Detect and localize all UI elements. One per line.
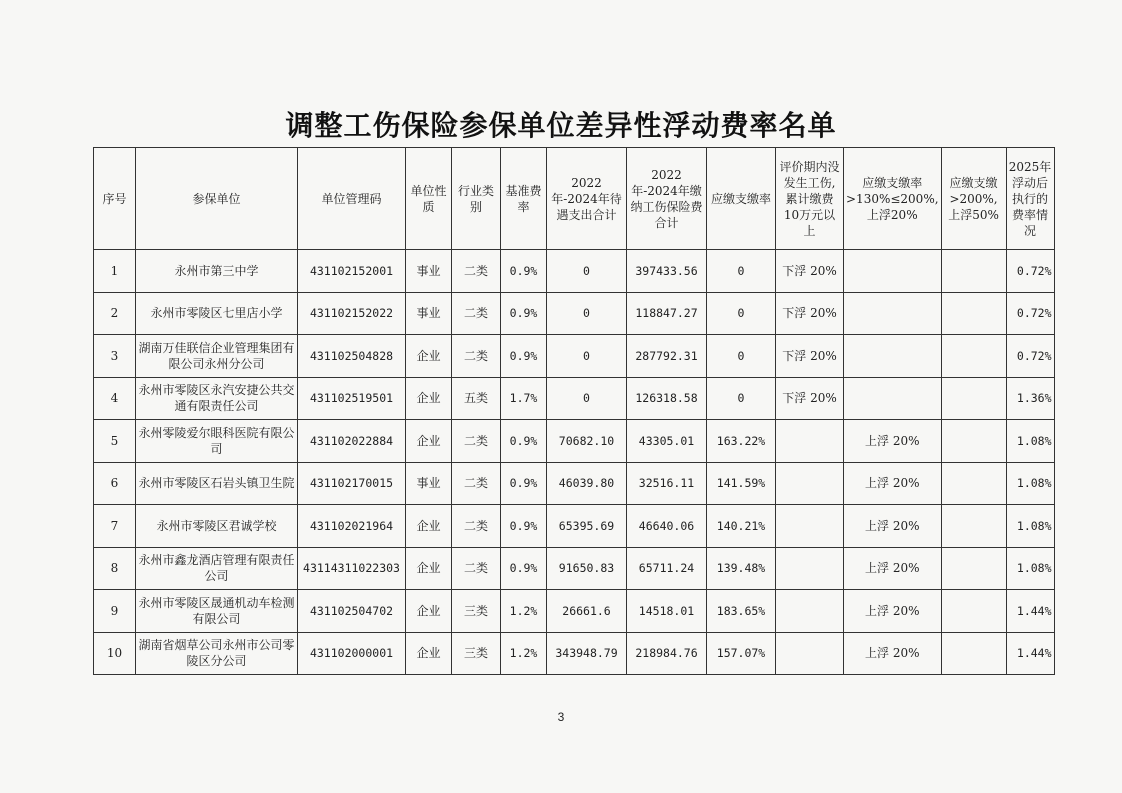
cell-down-adjust — [776, 632, 844, 675]
cell-up50 — [941, 377, 1006, 420]
cell-up20 — [844, 250, 942, 293]
cell-code: 431102152001 — [298, 250, 406, 293]
cell-down-adjust — [776, 462, 844, 505]
col-header-base-rate: 基准费率 — [501, 148, 547, 250]
cell-expenditure: 46039.80 — [547, 462, 627, 505]
cell-final-rate: 1.08% — [1006, 462, 1054, 505]
cell-up20 — [844, 377, 942, 420]
cell-payment: 218984.76 — [627, 632, 707, 675]
cell-index: 10 — [94, 632, 136, 675]
cell-down-adjust: 下浮 20% — [776, 335, 844, 378]
col-header-unit: 参保单位 — [136, 148, 298, 250]
col-header-up20: 应缴支缴率>130%≤200%,上浮20% — [844, 148, 942, 250]
cell-final-rate: 0.72% — [1006, 250, 1054, 293]
cell-down-adjust: 下浮 20% — [776, 377, 844, 420]
table-row — [94, 590, 1055, 633]
cell-unit: 永州市零陵区永汽安捷公共交通有限责任公司 — [136, 377, 298, 420]
cell-nature: 企业 — [406, 377, 452, 420]
col-header-final-rate: 2025年浮动后执行的费率情况 — [1006, 148, 1054, 250]
cell-index: 2 — [94, 292, 136, 335]
cell-base-rate: 0.9% — [501, 462, 547, 505]
cell-up20: 上浮 20% — [844, 547, 942, 590]
cell-up20: 上浮 20% — [844, 462, 942, 505]
cell-ratio: 140.21% — [707, 505, 776, 548]
cell-payment: 32516.11 — [627, 462, 707, 505]
cell-nature: 事业 — [406, 462, 452, 505]
cell-down-adjust — [776, 590, 844, 633]
cell-nature: 企业 — [406, 420, 452, 463]
cell-up20 — [844, 292, 942, 335]
table-row — [94, 377, 1055, 420]
cell-code: 431102504828 — [298, 335, 406, 378]
cell-expenditure: 70682.10 — [547, 420, 627, 463]
cell-up50 — [941, 462, 1006, 505]
table-row — [94, 462, 1055, 505]
cell-nature: 事业 — [406, 292, 452, 335]
cell-unit: 湖南万佳联信企业管理集团有限公司永州分公司 — [136, 335, 298, 378]
cell-expenditure: 0 — [547, 292, 627, 335]
cell-ratio: 163.22% — [707, 420, 776, 463]
cell-base-rate: 1.7% — [501, 377, 547, 420]
col-header-ratio: 应缴支缴率 — [707, 148, 776, 250]
cell-base-rate: 0.9% — [501, 250, 547, 293]
cell-index: 4 — [94, 377, 136, 420]
cell-nature: 企业 — [406, 335, 452, 378]
cell-final-rate: 1.08% — [1006, 547, 1054, 590]
cell-nature: 企业 — [406, 547, 452, 590]
cell-code: 431102504702 — [298, 590, 406, 633]
cell-up50 — [941, 505, 1006, 548]
cell-unit: 永州市第三中学 — [136, 250, 298, 293]
cell-payment: 287792.31 — [627, 335, 707, 378]
table-row — [94, 335, 1055, 378]
table-row — [94, 420, 1055, 463]
cell-final-rate: 0.72% — [1006, 292, 1054, 335]
cell-up20: 上浮 20% — [844, 505, 942, 548]
cell-ratio: 0 — [707, 250, 776, 293]
cell-expenditure: 0 — [547, 335, 627, 378]
cell-index: 8 — [94, 547, 136, 590]
cell-up20 — [844, 335, 942, 378]
cell-up50 — [941, 292, 1006, 335]
cell-final-rate: 1.44% — [1006, 632, 1054, 675]
rate-table — [93, 147, 1055, 675]
cell-nature: 企业 — [406, 632, 452, 675]
cell-ratio: 0 — [707, 377, 776, 420]
col-header-expenditure: 2022年-2024年待遇支出合计 — [547, 148, 627, 250]
cell-down-adjust — [776, 505, 844, 548]
cell-expenditure: 0 — [547, 250, 627, 293]
table-header-row — [94, 148, 1055, 250]
cell-up50 — [941, 335, 1006, 378]
cell-industry: 二类 — [452, 547, 501, 590]
cell-expenditure: 65395.69 — [547, 505, 627, 548]
cell-industry: 二类 — [452, 292, 501, 335]
cell-payment: 46640.06 — [627, 505, 707, 548]
cell-ratio: 0 — [707, 335, 776, 378]
cell-payment: 397433.56 — [627, 250, 707, 293]
cell-industry: 三类 — [452, 632, 501, 675]
cell-industry: 二类 — [452, 420, 501, 463]
cell-final-rate: 1.08% — [1006, 505, 1054, 548]
cell-industry: 二类 — [452, 335, 501, 378]
col-header-payment: 2022年-2024年缴纳工伤保险费合计 — [627, 148, 707, 250]
cell-up50 — [941, 632, 1006, 675]
col-header-industry: 行业类别 — [452, 148, 501, 250]
cell-down-adjust: 下浮 20% — [776, 292, 844, 335]
page-number: 3 — [557, 710, 565, 724]
cell-index: 1 — [94, 250, 136, 293]
document-title: 调整工伤保险参保单位差异性浮动费率名单 — [285, 109, 837, 142]
cell-unit: 永州市鑫龙酒店管理有限责任公司 — [136, 547, 298, 590]
cell-up50 — [941, 420, 1006, 463]
cell-code: 431102021964 — [298, 505, 406, 548]
cell-base-rate: 1.2% — [501, 590, 547, 633]
table-row — [94, 505, 1055, 548]
cell-code: 431102000001 — [298, 632, 406, 675]
cell-base-rate: 0.9% — [501, 335, 547, 378]
cell-up20: 上浮 20% — [844, 420, 942, 463]
cell-payment: 14518.01 — [627, 590, 707, 633]
col-header-up50: 应缴支缴>200%,上浮50% — [941, 148, 1006, 250]
cell-up20: 上浮 20% — [844, 632, 942, 675]
cell-payment: 118847.27 — [627, 292, 707, 335]
cell-base-rate: 0.9% — [501, 420, 547, 463]
cell-code: 431102152022 — [298, 292, 406, 335]
cell-nature: 事业 — [406, 250, 452, 293]
cell-industry: 二类 — [452, 505, 501, 548]
cell-payment: 126318.58 — [627, 377, 707, 420]
cell-down-adjust — [776, 420, 844, 463]
cell-expenditure: 0 — [547, 377, 627, 420]
cell-industry: 三类 — [452, 590, 501, 633]
cell-index: 9 — [94, 590, 136, 633]
col-header-code: 单位管理码 — [298, 148, 406, 250]
cell-ratio: 157.07% — [707, 632, 776, 675]
cell-industry: 五类 — [452, 377, 501, 420]
cell-ratio: 183.65% — [707, 590, 776, 633]
cell-unit: 永州市零陵区石岩头镇卫生院 — [136, 462, 298, 505]
col-header-nature: 单位性质 — [406, 148, 452, 250]
cell-ratio: 139.48% — [707, 547, 776, 590]
cell-industry: 二类 — [452, 462, 501, 505]
cell-final-rate: 1.08% — [1006, 420, 1054, 463]
cell-index: 7 — [94, 505, 136, 548]
cell-unit: 永州市零陵区君诚学校 — [136, 505, 298, 548]
cell-expenditure: 26661.6 — [547, 590, 627, 633]
cell-nature: 企业 — [406, 590, 452, 633]
cell-payment: 65711.24 — [627, 547, 707, 590]
cell-final-rate: 1.44% — [1006, 590, 1054, 633]
cell-base-rate: 0.9% — [501, 292, 547, 335]
table-row — [94, 547, 1055, 590]
cell-final-rate: 1.36% — [1006, 377, 1054, 420]
cell-up50 — [941, 250, 1006, 293]
col-header-down-adjust: 评价期内没发生工伤,累计缴费10万元以上 — [776, 148, 844, 250]
cell-code: 431102519501 — [298, 377, 406, 420]
cell-down-adjust: 下浮 20% — [776, 250, 844, 293]
cell-unit: 永州零陵爱尔眼科医院有限公司 — [136, 420, 298, 463]
cell-ratio: 141.59% — [707, 462, 776, 505]
cell-down-adjust — [776, 547, 844, 590]
cell-up50 — [941, 590, 1006, 633]
cell-expenditure: 91650.83 — [547, 547, 627, 590]
cell-base-rate: 0.9% — [501, 547, 547, 590]
cell-index: 5 — [94, 420, 136, 463]
cell-code: 431102022884 — [298, 420, 406, 463]
cell-unit: 永州市零陵区晟通机动车检测有限公司 — [136, 590, 298, 633]
cell-nature: 企业 — [406, 505, 452, 548]
cell-index: 3 — [94, 335, 136, 378]
cell-code: 431102170015 — [298, 462, 406, 505]
cell-payment: 43305.01 — [627, 420, 707, 463]
table-row — [94, 250, 1055, 293]
cell-base-rate: 1.2% — [501, 632, 547, 675]
cell-expenditure: 343948.79 — [547, 632, 627, 675]
col-header-index: 序号 — [94, 148, 136, 250]
table-row — [94, 292, 1055, 335]
cell-up50 — [941, 547, 1006, 590]
cell-industry: 二类 — [452, 250, 501, 293]
cell-index: 6 — [94, 462, 136, 505]
cell-ratio: 0 — [707, 292, 776, 335]
cell-up20: 上浮 20% — [844, 590, 942, 633]
cell-unit: 永州市零陵区七里店小学 — [136, 292, 298, 335]
table-row — [94, 632, 1055, 675]
cell-base-rate: 0.9% — [501, 505, 547, 548]
cell-final-rate: 0.72% — [1006, 335, 1054, 378]
cell-unit: 湖南省烟草公司永州市公司零陵区分公司 — [136, 632, 298, 675]
cell-code: 43114311022303 — [298, 547, 406, 590]
